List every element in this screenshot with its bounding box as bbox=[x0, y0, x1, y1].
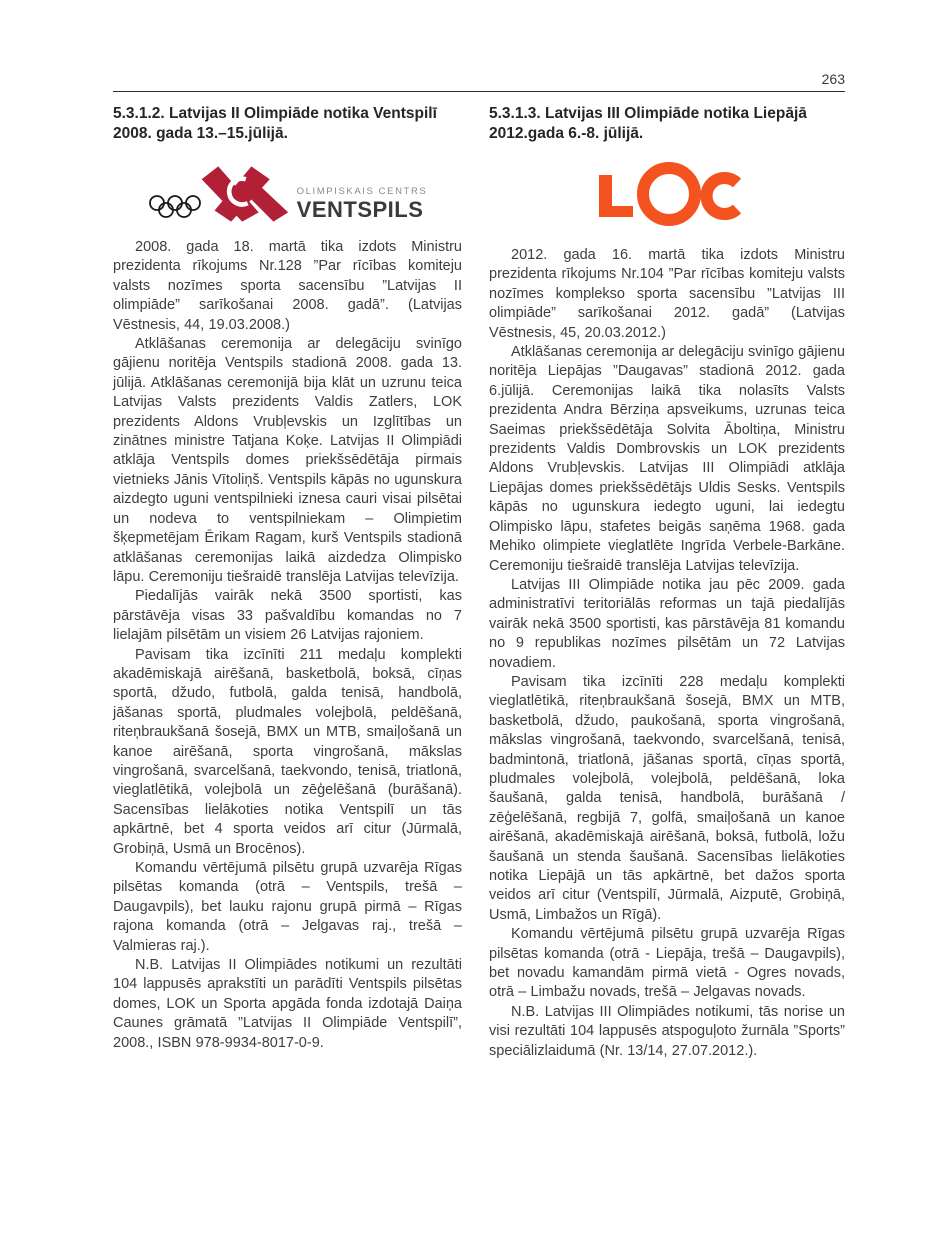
paragraph: 2008. gada 18. martā tika izdots Ministru prezidenta rīkojums Nr.128 ”Par rīcības komiteju valsts nozīmes sporta sacensību ”Latvijas II olimpiāde” sarīkošanai 2008. gadā”. (Latvijas Vēstnesis, 44, 19.03.2008.) bbox=[113, 239, 462, 333]
left-column bbox=[113, 104, 462, 1053]
section-heading-right bbox=[489, 104, 845, 144]
ventspils-olympic-centre-logo bbox=[113, 158, 462, 224]
ventspils-logo-mark-icon bbox=[198, 164, 290, 224]
olympic-rings-icon bbox=[148, 194, 204, 220]
paragraph: N.B. Latvijas III Olimpiādes notikumi, tās norise un visi rezultāti 104 lappusēs atspoguļoto žurnāla ”Sports” speciālizlaidumā (Nr. 13/14, 27.07.2012.). bbox=[489, 1003, 845, 1059]
heading-line: 2008. gada 13.–15.jūlijā. bbox=[113, 125, 288, 142]
heading-line: 2012.gada 6.-8. jūlijā. bbox=[489, 125, 644, 142]
logo-caption-bottom: VENTSPILS bbox=[296, 197, 424, 222]
paragraph: Latvijas III Olimpiāde notika jau pēc 2009. gada administratīvi teritoriālās reformas un tajā piedalījās vairāk nekā 3500 sportisti, kas pārstāvēja 81 komandu no 9 republikas nozīmes pilsētām un 72 Latvijas novadiem. bbox=[489, 576, 845, 671]
paragraph: Pavisam tika izcīnīti 228 medaļu komplekti vieglatlētikā, riteņbraukšanā šosejā, BMX un MTB, basketbolā, džudo, paukošanā, sporta vingrošanā, mākslas vingrošanā, taekvondo, svarcelšanā, tenisā, badmintonā, triatlonā, jāšanas sportā, cīņas sportā, pludmales volejbolā, volejbolā, peldēšanā, loka šaušanā, galda tenisā, handbolā, burāšanā / zēģelēšanā, regbijā 7, golfā, smaiļošanā un kanoe airēšanā, akadēmiskajā airēšanā, boksā, futbolā, ložu šaušanā un stenda šaušanā. Sacensības lielākoties notika Liepājā un tās apkārtnē, bet dažos sporta veidos arī citur (Ventspilī, Jūrmalā, Aizputē, Grobiņā, Usmā, Limbažos un Rīgā). bbox=[489, 673, 845, 923]
paragraph: Atklāšanas ceremonija ar delegāciju svinīgo gājienu noritēja Liepājas ”Daugavas” stadionā 2012. gada 6.jūlijā. Ceremonijas laikā tika nolasīts Valsts prezidenta Andra Bērziņa apsveikums, uzrunas teica Saeimas priekšsēdētāja Solvita Āboltiņa, Ministru prezidents Valdis Dombrovskis un LOK prezidents Aldons Vrubļevskis. Latvijas III Olimpiādi atklāja Liepājas domes priekšsēdētājs Uldis Sesks. Ventspils kāpās no ugunskura iedegto uguni, lai iedegtu Olimpisko lāpu, stafetes beigās saņēma 1968. gada Mehiko olimpiete vieglatlēte Ingrīda Verbele-Barkāne. Ceremoniju tiešraidē translēja Latvijas televīzija. bbox=[489, 344, 845, 574]
two-column-layout bbox=[113, 104, 845, 1061]
logo-caption-top: OLIMPISKAIS CENTRS bbox=[296, 186, 428, 197]
right-column bbox=[489, 104, 845, 1061]
paragraph: Piedalījās vairāk nekā 3500 sportisti, kas pārstāvēja visas 33 pašvaldību komandas no 7 lielajām pilsētām un visiem 26 Latvijas rajoniem. bbox=[113, 588, 462, 644]
paragraph: Komandu vērtējumā pilsētu grupā uzvarēja Rīgas pilsētas komanda (otrā - Liepāja, trešā – Daugavpils), bet novadu kamandām pirmā vietā - Ogres novads, otrā – Limbažu novads, trešā – Jelgavas novads. bbox=[489, 926, 845, 1001]
loc-logo bbox=[489, 158, 845, 230]
ventspils-logo-group bbox=[148, 164, 428, 224]
loc-logo-icon bbox=[591, 160, 743, 228]
paragraph: Pavisam tika izcīnīti 211 medaļu komplekti akadēmiskajā airēšanā, basketbolā, boksā, cīņas sportā, džudo, futbolā, galda tenisā, handbolā, jāšanas sportā, pludmales volejbolā, peldēšanā, riteņbraukšanā šosejā, BMX un MTB, smaiļošanā un kanoe airēšanā, sporta vingrošanā, mākslas vingrošanā, svarcelšanā, taekvondo, tenisā, triatlonā, vieglatlētikā, volejbolā un zēģelēšanā (burāšanā). Sacensības lielākoties notika Ventspilī un tās apkārtnē, bet 4 sporta veidos arī citur (Jūrmalā, Grobiņā, Usmā un Brocēnos). bbox=[113, 646, 462, 857]
header-rule bbox=[113, 91, 845, 92]
paragraph: 2012. gada 16. martā tika izdots Ministru prezidenta rīkojums Nr.104 ”Par rīcības komiteju valsts nozīmes komplekso sporta sacensību ”Latvijas III olimpiāde” sarīkošanai 2012. gadā” (Latvijas Vēstnesis, 45, 20.03.2012.) bbox=[489, 247, 845, 341]
ventspils-logo-text bbox=[297, 186, 428, 224]
right-column-text bbox=[489, 246, 845, 1061]
page-number: 263 bbox=[821, 71, 845, 87]
heading-line: 5.3.1.2. Latvijas II Olimpiāde notika Ventspilī bbox=[113, 105, 437, 122]
left-column-text bbox=[113, 238, 462, 1053]
paragraph: Atklāšanas ceremonija ar delegāciju svinīgo gājienu noritēja Ventspils stadionā 2008. gada 13. jūlijā. Atklāšanas ceremonijā bija klāt un uzrunu teica Latvijas Valsts prezidents Valdis Zatlers, LOK prezidents Aldons Vrubļevskis un Izglītības un zinātnes ministre Tatjana Koķe. Latvijas II Olimpiādi atklāja Ventspils domes priekšsēdētāja pirmais vietnieks Jānis Vītoliņš. Ventspils kāpās no ugunskura aizdegto uguni ventspilnieki iznesa cauri visai pilsētai un nodeva to ventspilniekam – Olimpietim šķepmetējam Ērikam Ragam, kurš Ventspils stadionā atklāšanas ceremonijas laikā aizdedza Olimpisko lāpu. Ceremoniju tiešraidē translēja Latvijas televīzija. bbox=[113, 336, 462, 585]
section-heading-left bbox=[113, 104, 462, 144]
paragraph: Komandu vērtējumā pilsētu grupā uzvarēja Rīgas pilsētas komanda (otrā – Ventspils, trešā – Daugavpils), bet lauku rajonu grupā pirmā – Rīgas rajona komanda (otrā – Jelgavas raj., trešā – Valmieras raj.). bbox=[113, 860, 462, 954]
paragraph: N.B. Latvijas II Olimpiādes notikumi un rezultāti 104 lappusēs aprakstīti un parādīti Ventspils pilsētas domes, LOK un Sporta apgāda fonda izdotajā Daiņa Caunes grāmatā ”Latvijas II Olimpiāde Ventspilī”, 2008., ISBN 978-9934-8017-0-9. bbox=[113, 957, 462, 1051]
heading-line: 5.3.1.3. Latvijas III Olimpiāde notika Liepājā bbox=[489, 105, 807, 122]
